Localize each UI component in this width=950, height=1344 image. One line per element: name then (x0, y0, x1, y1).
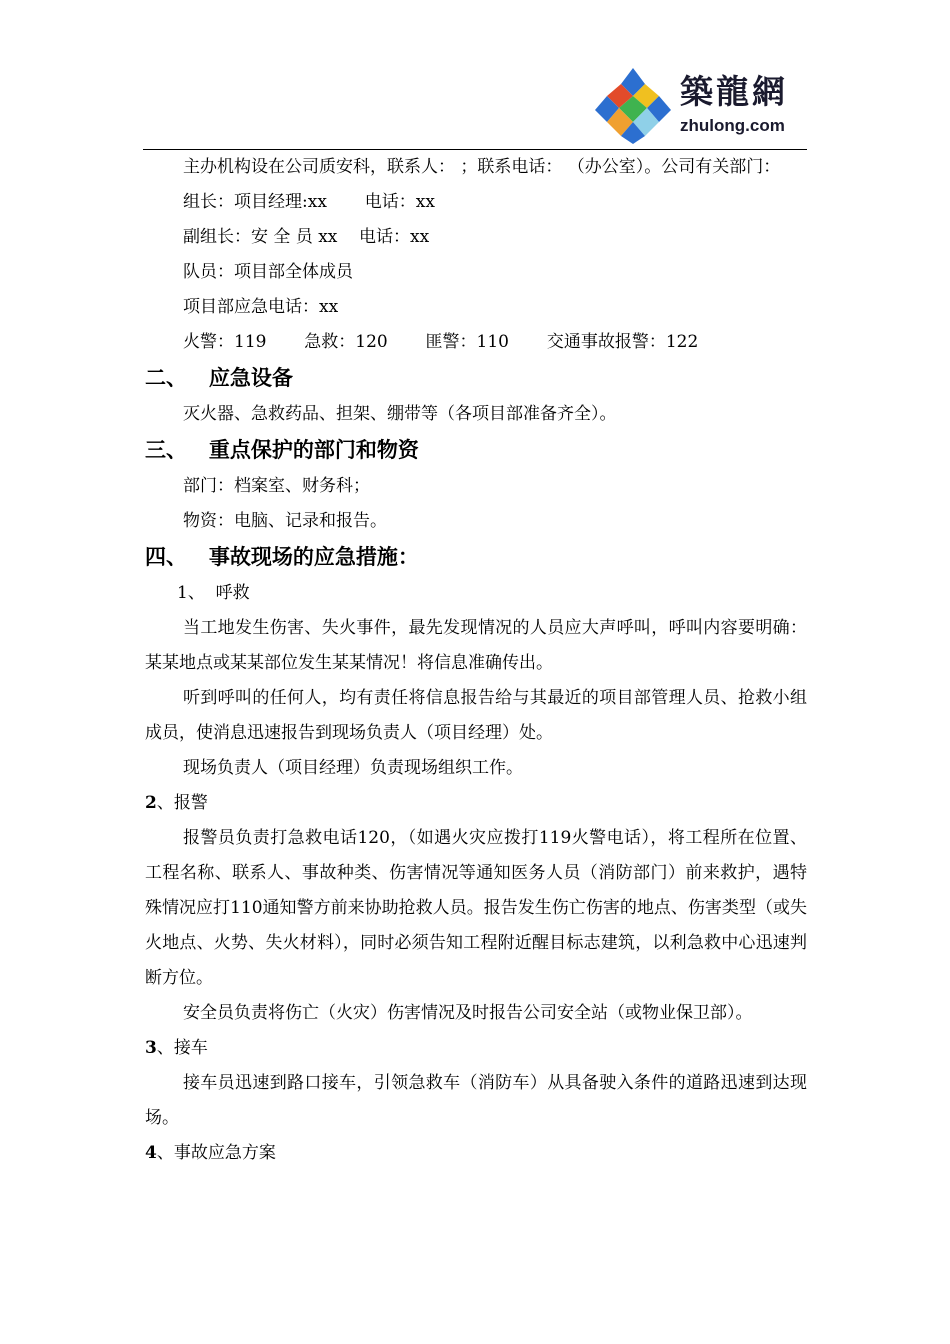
item-3-paragraph-1: 接车员迅速到路口接车，引领急救车（消防车）从具备驶入条件的道路迅速到达现场。 (145, 1073, 807, 1128)
team-leader: 组长：项目经理:xx 电话：xx (183, 192, 435, 212)
item-4-number: 4 (145, 1143, 157, 1163)
item-4-label: 、事故应急方案 (156, 1143, 276, 1163)
item-1-paragraph-3: 现场负责人（项目经理）负责现场组织工作。 (183, 758, 523, 778)
item-2-paragraph-2: 安全员负责将伤亡（火灾）伤害情况及时报告公司安全站（或物业保卫部）。 (183, 1003, 753, 1023)
zhulong-logo (593, 66, 808, 146)
hotlines: 火警：119 急救：120 匪警：110 交通事故报警：122 (183, 332, 699, 352)
item-4-title (145, 1136, 807, 1171)
item-2-title (145, 786, 807, 821)
logo-brand-en: zhulong.com (680, 116, 785, 135)
section-3-dept: 部门：档案室、财务科； (183, 476, 370, 496)
item-3-number: 3 (145, 1038, 157, 1058)
document-body (145, 150, 807, 1171)
team-deputy: 副组长：安 全 员 xx 电话：xx (183, 227, 430, 247)
item-3-label: 、接车 (156, 1038, 208, 1058)
section-4-heading: 四、 事故现场的应急措施： (145, 545, 419, 569)
item-1-paragraph-1: 当工地发生伤害、失火事件，最先发现情况的人员应大声呼叫，呼叫内容要明确：某某地点或某某部位发生某某情况！将信息准确传出。 (145, 618, 807, 673)
logo-brand-cn: 築龍網 (680, 72, 788, 111)
section-3-heading: 三、 重点保护的部门和物资 (145, 438, 419, 462)
team-members: 队员：项目部全体成员 (183, 262, 353, 282)
intro-paragraph: 主办机构设在公司质安科，联系人： ；联系电话： （办公室）。公司有关部门： (183, 157, 781, 177)
section-3-materials: 物资：电脑、记录和报告。 (183, 511, 387, 531)
item-2-number: 2 (145, 793, 157, 813)
section-2-heading: 二、 应急设备 (145, 366, 293, 390)
item-1-paragraph-2: 听到呼叫的任何人，均有责任将信息报告给与其最近的项目部管理人员、抢救小组成员，使消息迅速报告到现场负责人（项目经理）处。 (145, 688, 807, 743)
item-2-paragraph-1: 报警员负责打急救电话120，（如遇火灾应拨打119火警电话），将工程所在位置、工程名称、联系人、事故种类、伤害情况等通知医务人员（消防部门）前来救护，遇特殊情况应打110通知警方前来协助抢救人员。报告发生伤亡伤害的地点、伤害类型（或失火地点、火势、失火材料），同时必须告知工程附近醒目标志建筑，以利急救中心迅速判断方位。 (145, 828, 807, 988)
emergency-phone: 项目部应急电话：xx (183, 297, 339, 317)
section-2-body: 灭火器、急救药品、担架、绷带等（各项目部准备齐全）。 (183, 404, 617, 424)
logo-mark-icon (593, 66, 673, 146)
item-3-title (145, 1031, 807, 1066)
item-2-label: 、报警 (156, 793, 208, 813)
item-1-title: 1、 呼救 (177, 583, 250, 603)
